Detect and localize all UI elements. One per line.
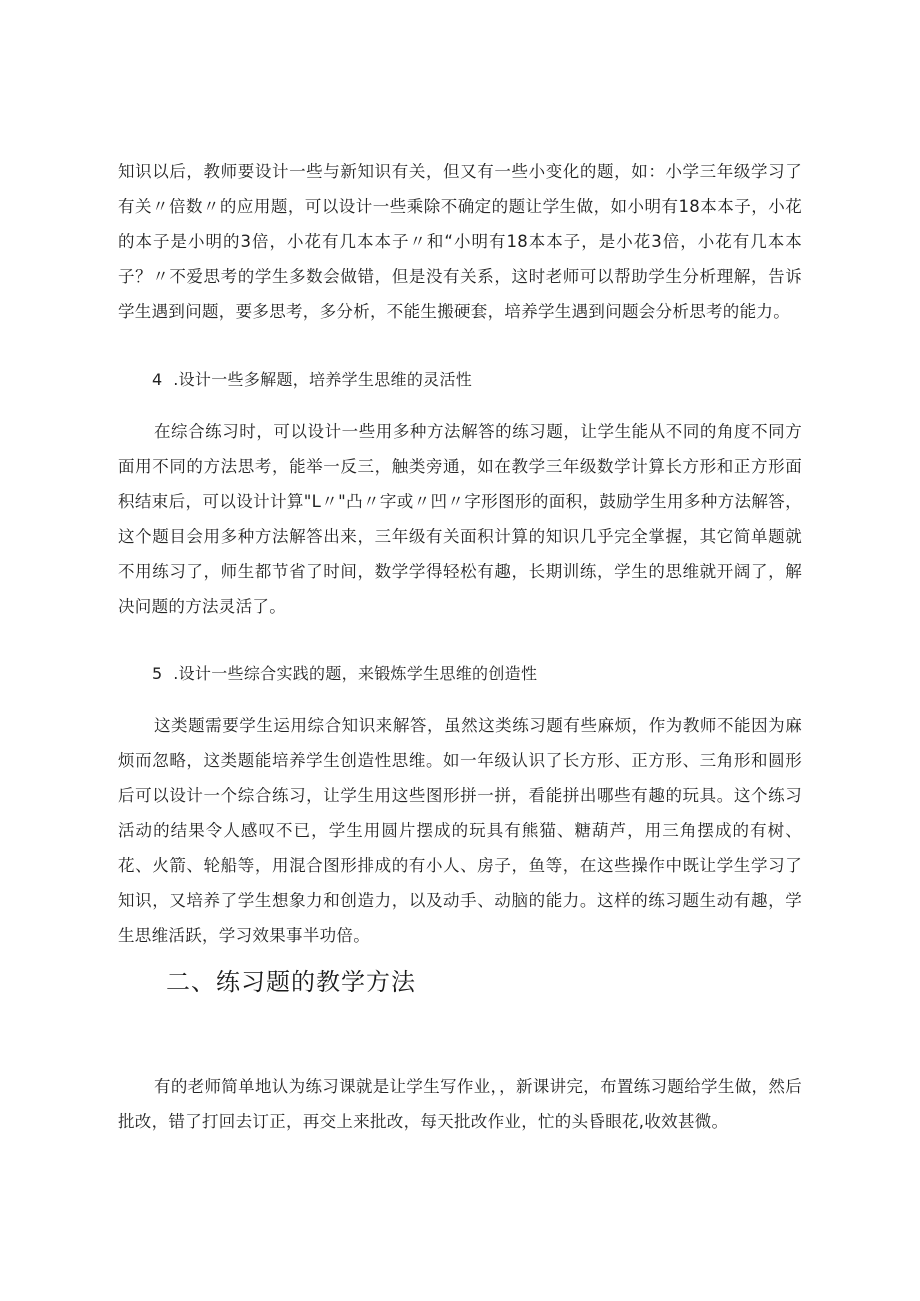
paragraph-continuation: 知识以后，教师要设计一些与新知识有关，但又有一些小变化的题，如：小学三年级学习了有关〃倍数〃的应用题，可以设计一些乘除不确定的题让学生做，如小明有18本本子，小花的本子是小明的3倍，小花有几本本子〃和“小明有18本本子，是小花3倍，小花有几本本子？〃不爱思考的学生多数会做错，但是没有关系，这时老师可以帮助学生分析理解，告诉学生遇到问题，要多思考，多分析，不能生搬硬套，培养学生遇到问题会分析思考的能力。 <box>118 162 802 321</box>
paragraph-creativity: 这类题需要学生运用综合知识来解答，虽然这类练习题有些麻烦，作为教师不能因为麻烦而忽略，这类题能培养学生创造性思维。如一年级认识了长方形、正方形、三角形和圆形后可以设计一个综合练习，让学生用这些图形拼一拼，看能拼出哪些有趣的玩具。这个练习活动的结果令人感叹不已，学生用圆片摆成的玩具有熊猫、糖葫芦，用三角摆成的有树、花、火箭、轮船等，用混合图形排成的有小人、房子，鱼等，在这些操作中既让学生学习了知识，又培养了学生想象力和创造力，以及动手、动脑的能力。这样的练习题生动有趣，学生思维活跃，学习效果事半功倍。 <box>118 716 802 945</box>
subheading-item-4: 4 .设计一些多解题，培养学生思维的灵活性 <box>152 370 473 389</box>
subheading-item-5: 5 .设计一些综合实践的题，来锻炼学生思维的创造性 <box>152 664 538 683</box>
paragraph-multi-solution: 在综合练习时，可以设计一些用多种方法解答的练习题，让学生能从不同的角度不同方面用不同的方法思考，能举一反三，触类旁通，如在教学三年级数学计算长方形和正方形面积结束后，可以设计计算"L〃"凸〃字或〃凹〃字形图形的面积，鼓励学生用多种方法解答，这个题目会用多种方法解答出来，三年级有关面积计算的知识几乎完全掌握，其它简单题就不用练习了，师生都节省了时间，数学学得轻松有趣，长期训练，学生的思维就开阔了，解决问题的方法灵活了。 <box>118 422 802 616</box>
paragraph-teaching-methods: 有的老师简单地认为练习课就是让学生写作业，，新课讲完，布置练习题给学生做，然后批改，错了打回去订正，再交上来批改，每天批改作业，忙的头昏眼花,收效甚微。 <box>118 1077 802 1131</box>
section-title-teaching-methods: 二、练习题的教学方法 <box>166 968 416 996</box>
